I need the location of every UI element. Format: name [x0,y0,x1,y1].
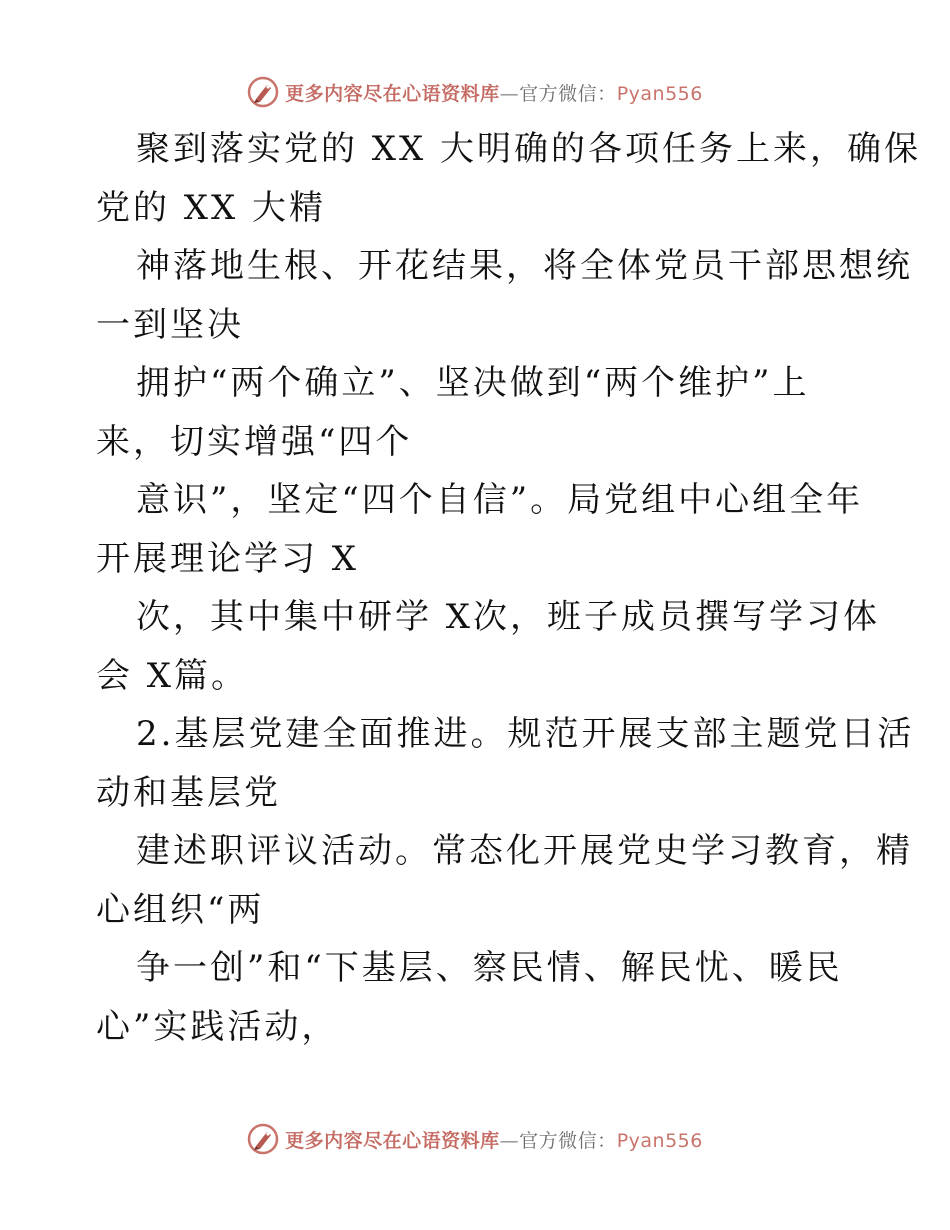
body-line: 一到坚决 [96,304,244,345]
pen-nib-logo-icon [247,76,279,108]
body-line: 拥护“两个确立”、坚决做到“两个维护”上 [136,363,810,403]
footer-watermark-wechat-label: 官方微信： [519,1129,617,1152]
footer-watermark-wechat-id: Pyan556 [616,1129,703,1152]
body-line: 次，其中集中研学 X次，班子成员撰写学习体 [136,597,881,637]
footer-watermark-banner [0,1119,950,1159]
header-watermark-wechat-id: Pyan556 [616,82,703,105]
header-watermark-text [285,79,703,106]
body-line: 聚到落实党的 XX 大明确的各项任务上来，确保 [136,129,922,169]
pen-nib-logo-icon [247,1123,279,1155]
body-line: 建述职评议活动。常态化开展党史学习教育，精 [136,831,913,871]
footer-watermark-text [285,1126,703,1153]
footer-watermark-main: 更多内容尽在心语资料库 [285,1129,500,1152]
body-line: 心”实践活动， [96,1006,339,1047]
header-watermark-main: 更多内容尽在心语资料库 [285,82,500,105]
body-line: 会 X篇。 [96,655,249,696]
document-body [96,120,922,1056]
body-line: 2.基层党建全面推进。规范开展支部主题党日活 [136,714,915,754]
body-line: 来，切实增强“四个 [96,421,413,462]
body-line: 争一创”和“下基层、察民情、解民忧、暖民 [136,948,843,988]
footer-watermark-dash: — [499,1129,520,1152]
body-line: 开展理论学习 X [96,538,360,579]
header-watermark-wechat-label: 官方微信： [519,82,617,105]
body-line: 神落地生根、开花结果，将全体党员干部思想统 [136,246,913,286]
body-line: 心组织“两 [96,889,265,930]
header-watermark-banner [0,72,950,112]
body-line: 意识”，坚定“四个自信”。局党组中心组全年 [136,480,864,520]
body-line: 党的 XX 大精 [96,187,327,228]
header-watermark-dash: — [499,82,520,105]
body-line: 动和基层党 [96,772,281,813]
